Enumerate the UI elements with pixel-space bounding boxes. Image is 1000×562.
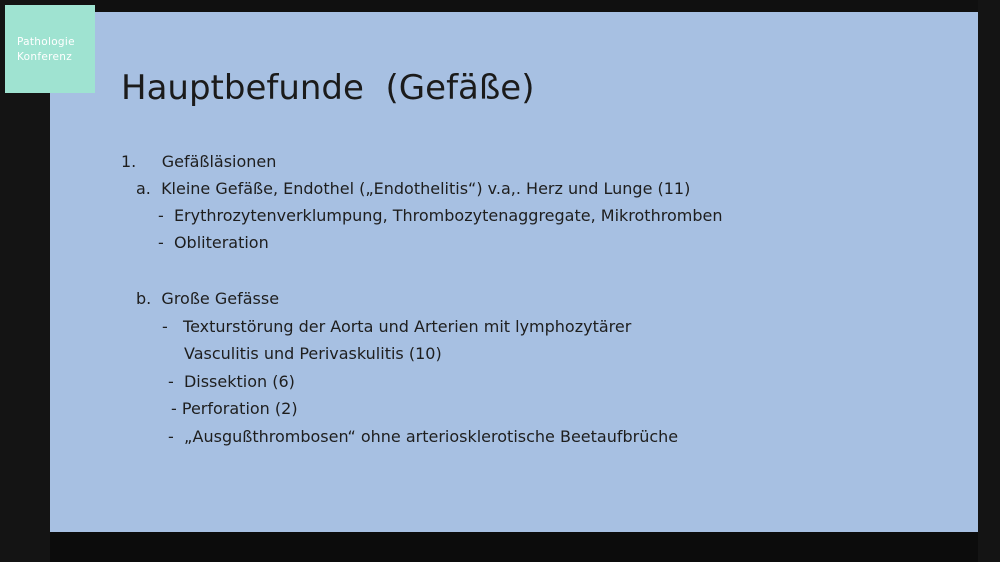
- list-item-b-sub-1-line-2: Vasculitis und Perivaskulitis (10): [184, 344, 442, 363]
- conference-logo: [5, 5, 95, 93]
- list-item-a: a. Kleine Gefäße, Endothel („Endothelitis“) v.a,. Herz und Lunge (11): [136, 179, 691, 198]
- list-item-b-sub-4: - „Ausgußthrombosen“ ohne arteriosklerotische Beetaufbrüche: [168, 427, 679, 446]
- list-item-b-sub-1-line-1: - Texturstörung der Aorta und Arterien mit lymphozytärer: [162, 317, 632, 336]
- presentation-slide: [50, 12, 978, 532]
- screen-border-right: [978, 0, 1000, 562]
- list-item-1: 1. Gefäßläsionen: [121, 152, 277, 171]
- list-item-a-sub-1: - Erythrozytenverklumpung, Thrombozytenaggregate, Mikrothromben: [158, 206, 723, 225]
- list-item-b-sub-2: - Dissektion (6): [168, 372, 295, 391]
- slide-title: Hauptbefunde (Gefäße): [121, 68, 535, 108]
- logo-text-line-2: Konferenz: [17, 51, 73, 63]
- list-item-b-sub-3: - Perforation (2): [171, 399, 298, 418]
- logo-text-line-1: Pathologie: [17, 36, 75, 48]
- list-item-a-sub-2: - Obliteration: [158, 233, 269, 252]
- list-item-b: b. Große Gefässe: [136, 289, 280, 308]
- screen-border-top: [0, 0, 1000, 12]
